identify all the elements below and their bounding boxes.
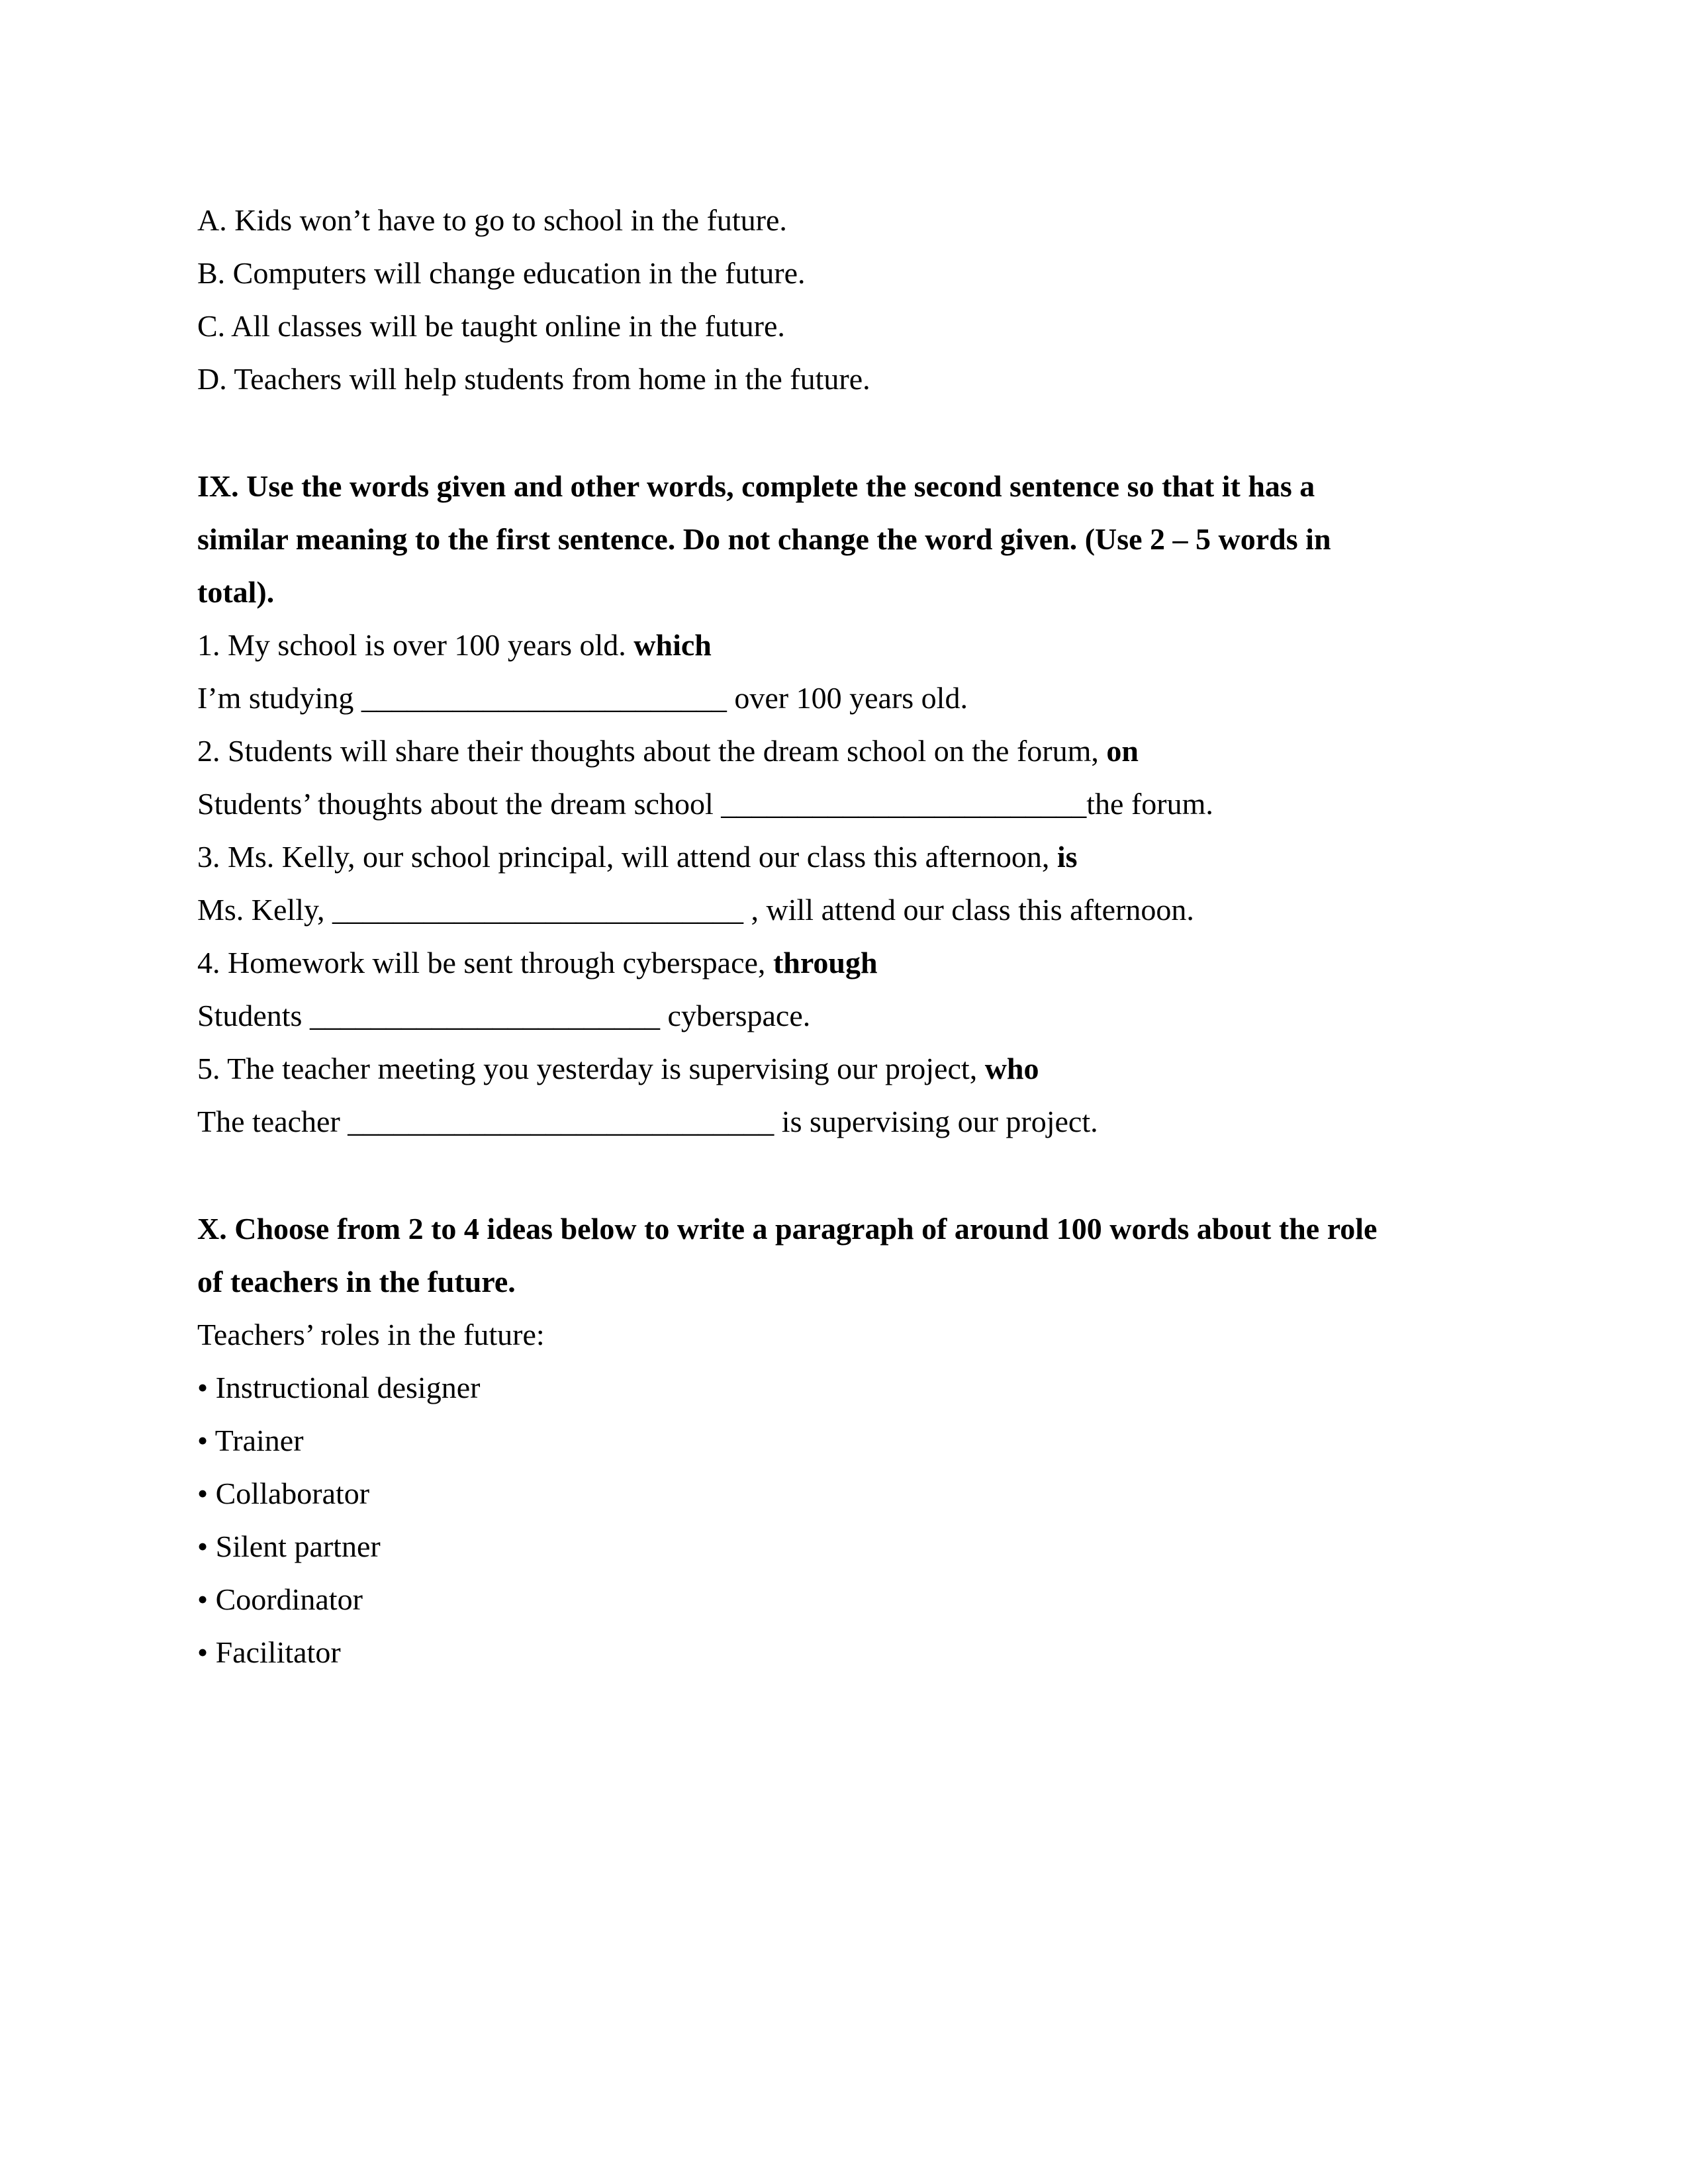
section-x-heading-line-1: X. Choose from 2 to 4 ideas below to write a paragraph of around 100 words about the role — [197, 1212, 1378, 1246]
ix-item-1-keyword: which — [633, 628, 712, 662]
option-c: C. All classes will be taught online in the future. — [197, 309, 785, 343]
ix-item-3-rewrite: Ms. Kelly, ___________________________ , will attend our class this afternoon. — [197, 893, 1194, 927]
bullet-item: • Facilitator — [197, 1635, 341, 1669]
section-ix-heading — [197, 460, 1495, 619]
ix-item-4-rewrite: Students _______________________ cyberspace. — [197, 999, 811, 1032]
ix-item-3-keyword: is — [1056, 840, 1078, 874]
option-d: D. Teachers will help students from home in the future. — [197, 362, 870, 396]
section-x — [197, 1203, 1495, 1679]
ix-item-4-keyword: through — [773, 946, 878, 979]
section-x-intro: Teachers’ roles in the future: — [197, 1318, 545, 1351]
bullet-item: • Silent partner — [197, 1529, 381, 1563]
ix-item-2-rewrite: Students’ thoughts about the dream school ________________________the forum. — [197, 787, 1213, 821]
ix-item-5-rewrite: The teacher ____________________________ is supervising our project. — [197, 1105, 1098, 1138]
section-ix — [197, 460, 1495, 1148]
ix-item-4-sentence — [197, 936, 1495, 989]
ix-item-2-keyword: on — [1106, 734, 1139, 768]
ix-item-1-text: 1. My school is over 100 years old. — [197, 628, 634, 662]
bullet-item: • Trainer — [197, 1424, 304, 1457]
ix-item-2-text: 2. Students will share their thoughts about the dream school on the forum, — [197, 734, 1107, 768]
ix-item-5-text: 5. The teacher meeting you yesterday is supervising our project, — [197, 1052, 985, 1085]
ix-item-4-text: 4. Homework will be sent through cyberspace, — [197, 946, 773, 979]
bullet-item: • Instructional designer — [197, 1371, 481, 1404]
section-gap — [197, 1148, 1495, 1203]
section-viii-options — [197, 194, 1495, 406]
option-b: B. Computers will change education in the future. — [197, 256, 806, 290]
ix-item-3-text: 3. Ms. Kelly, our school principal, will attend our class this afternoon, — [197, 840, 1057, 874]
bullet-item: • Coordinator — [197, 1582, 363, 1616]
ix-item-5-sentence — [197, 1042, 1495, 1095]
section-ix-heading-line-1: IX. Use the words given and other words, complete the second sentence so that it has a — [197, 469, 1315, 503]
ix-item-5-keyword: who — [984, 1052, 1039, 1085]
section-ix-heading-line-2: similar meaning to the first sentence. Do not change the word given. (Use 2 – 5 words in — [197, 522, 1331, 556]
worksheet-content — [197, 194, 1495, 1679]
section-x-heading-line-2: of teachers in the future. — [197, 1265, 516, 1298]
option-a: A. Kids won’t have to go to school in the future. — [197, 203, 787, 237]
ix-item-2-sentence — [197, 725, 1495, 778]
ix-item-1-sentence — [197, 619, 1495, 672]
section-gap — [197, 406, 1495, 460]
ix-item-3-sentence — [197, 831, 1495, 884]
section-x-heading — [197, 1203, 1495, 1308]
ix-item-1-rewrite: I’m studying ________________________ over 100 years old. — [197, 681, 968, 715]
section-ix-heading-line-3: total). — [197, 575, 275, 609]
bullet-item: • Collaborator — [197, 1477, 370, 1510]
